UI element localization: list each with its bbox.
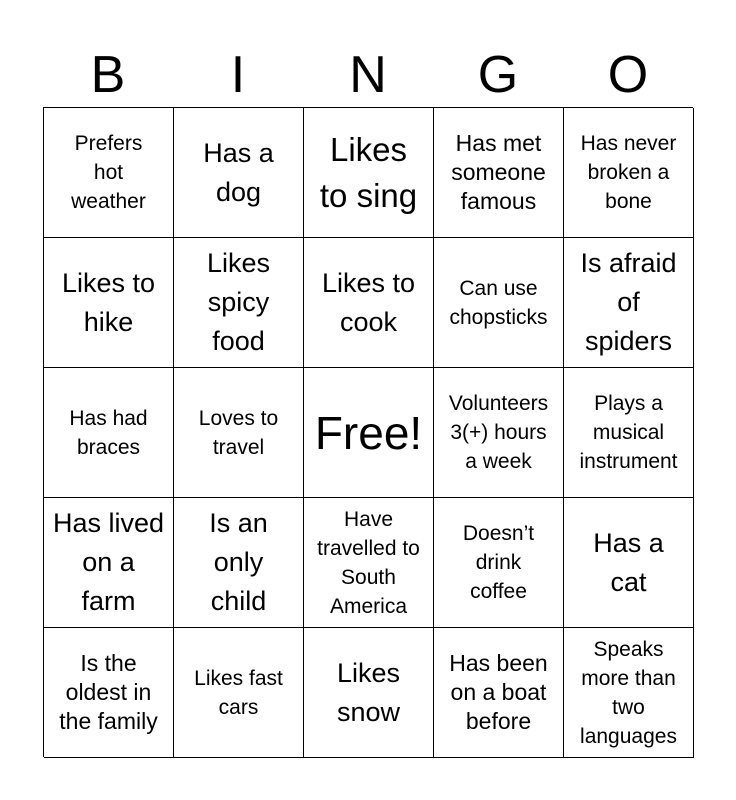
cell-text: Speaks more than two languages bbox=[580, 637, 677, 748]
cell-text: Doesn’t drink coffee bbox=[462, 522, 535, 603]
bingo-cell[interactable] bbox=[564, 498, 694, 628]
bingo-cell[interactable] bbox=[304, 498, 434, 628]
free-space[interactable] bbox=[304, 368, 434, 498]
bingo-cell[interactable] bbox=[174, 498, 304, 628]
bingo-cell[interactable] bbox=[304, 628, 434, 758]
cell-text: Has lived on a farm bbox=[52, 508, 165, 616]
cell-text: Volunteers 3(+) hours a week bbox=[448, 392, 549, 473]
cell-text: Can use chopsticks bbox=[449, 276, 548, 329]
cell-text: Is an only child bbox=[209, 508, 268, 616]
bingo-cell[interactable] bbox=[174, 368, 304, 498]
bingo-cell[interactable] bbox=[44, 108, 174, 238]
bingo-cell[interactable] bbox=[564, 628, 694, 758]
bingo-cell[interactable] bbox=[44, 498, 174, 628]
bingo-cell[interactable] bbox=[174, 238, 304, 368]
header-letter-g: G bbox=[477, 46, 519, 104]
header-letter-b: B bbox=[90, 46, 126, 104]
bingo-cell[interactable] bbox=[434, 498, 564, 628]
bingo-grid bbox=[43, 107, 693, 757]
free-space-text: Free! bbox=[314, 406, 423, 459]
cell-text: Has never broken a bone bbox=[580, 132, 677, 213]
cell-text: Has met someone famous bbox=[451, 130, 546, 214]
cell-text: Have travelled to South America bbox=[317, 507, 420, 618]
bingo-cell[interactable] bbox=[434, 238, 564, 368]
cell-text: Has had braces bbox=[69, 406, 148, 459]
cell-text: Is afraid of spiders bbox=[580, 248, 677, 356]
bingo-cell[interactable] bbox=[304, 108, 434, 238]
bingo-cell[interactable] bbox=[564, 238, 694, 368]
cell-text: Likes to cook bbox=[321, 267, 416, 337]
bingo-cell[interactable] bbox=[434, 628, 564, 758]
header-letter-i: I bbox=[230, 46, 246, 104]
cell-text: Is the oldest in the family bbox=[59, 650, 158, 734]
bingo-cell[interactable] bbox=[564, 368, 694, 498]
bingo-cell[interactable] bbox=[44, 238, 174, 368]
bingo-header bbox=[43, 44, 693, 106]
cell-text: Loves to travel bbox=[198, 406, 279, 459]
header-letter-n: N bbox=[349, 46, 387, 104]
bingo-cell[interactable] bbox=[434, 368, 564, 498]
header-letter-o: O bbox=[607, 46, 649, 104]
bingo-cell[interactable] bbox=[564, 108, 694, 238]
cell-text: Likes to hike bbox=[61, 267, 156, 337]
bingo-cell[interactable] bbox=[174, 628, 304, 758]
cell-text: Plays a musical instrument bbox=[579, 392, 678, 473]
cell-text: Likes fast cars bbox=[194, 666, 283, 719]
bingo-cell[interactable] bbox=[174, 108, 304, 238]
bingo-cell[interactable] bbox=[304, 238, 434, 368]
cell-text: Has a cat bbox=[593, 527, 664, 597]
cell-text: Likes spicy food bbox=[206, 248, 271, 356]
bingo-cell[interactable] bbox=[44, 628, 174, 758]
cell-text: Likes to sing bbox=[319, 130, 418, 214]
cell-text: Likes snow bbox=[336, 657, 401, 727]
bingo-cell[interactable] bbox=[44, 368, 174, 498]
cell-text: Prefers hot weather bbox=[71, 132, 146, 213]
cell-text: Has a dog bbox=[203, 137, 274, 207]
bingo-cell[interactable] bbox=[434, 108, 564, 238]
cell-text: Has been on a boat before bbox=[449, 650, 548, 734]
